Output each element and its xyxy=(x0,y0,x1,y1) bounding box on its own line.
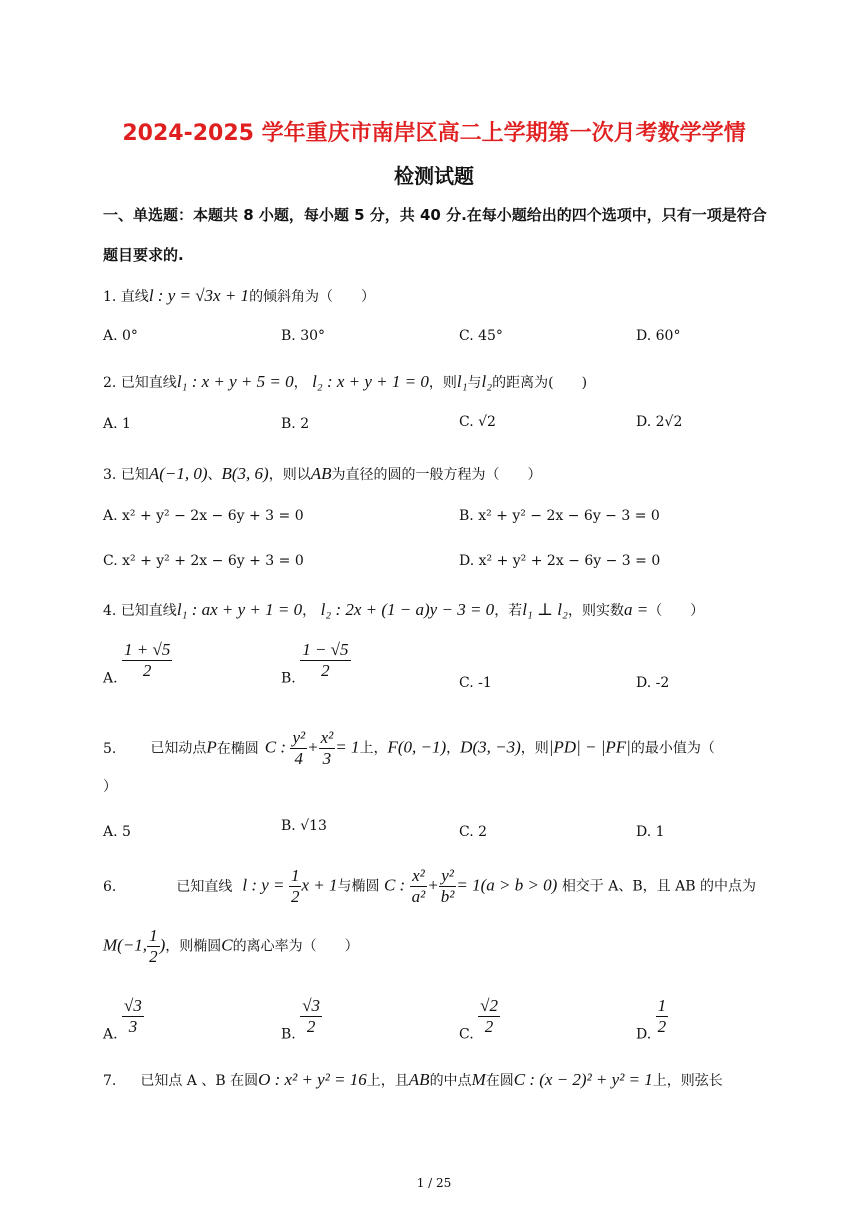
question-text: ，则实数 xyxy=(567,603,624,619)
numerator: x² xyxy=(410,866,428,887)
numerator: √3 xyxy=(124,996,142,1015)
option-d: D. -2 xyxy=(636,675,670,691)
formula: a = xyxy=(623,600,649,619)
option-a: A. x² + y² − 2x − 6y + 3 = 0 xyxy=(103,508,304,524)
question-text: ， xyxy=(446,740,461,757)
question-text: 与 xyxy=(467,375,482,391)
denominator: 2 xyxy=(657,1017,667,1036)
question-text: 在圆 xyxy=(485,1073,514,1089)
option-d xyxy=(636,996,668,1043)
formula: P xyxy=(206,737,217,757)
option-c xyxy=(459,996,500,1043)
formula: l₁ xyxy=(456,372,468,391)
question-text: 直线 xyxy=(120,289,149,305)
question-text: 已知直线 xyxy=(120,375,177,391)
question-text: 的最小值为（ xyxy=(630,740,715,757)
formula: D(3, −3) xyxy=(460,737,521,757)
question-text: ，则 xyxy=(520,740,549,757)
numerator: 1 xyxy=(290,866,300,885)
fraction xyxy=(300,996,322,1037)
question-text: 的倾斜角为（ ） xyxy=(249,289,376,305)
option-a xyxy=(103,996,144,1043)
formula: B(3, 6) xyxy=(221,464,269,483)
formula: l : y = xyxy=(242,875,285,895)
question-text: 已知 xyxy=(120,467,149,483)
question-text: 的距离为( ) xyxy=(492,375,588,391)
formula: AB xyxy=(310,464,332,483)
denominator: 2 xyxy=(321,661,330,680)
fraction xyxy=(289,866,302,907)
numerator: 1 xyxy=(149,926,158,945)
question-text: （ ） xyxy=(648,603,705,619)
question-6-cont xyxy=(103,926,359,967)
page-subtitle: 检测试题 xyxy=(394,164,474,188)
formula: l₁ ⊥ l₂ xyxy=(522,600,568,619)
question-text: ， xyxy=(302,603,317,619)
numerator: 1 − √5 xyxy=(302,640,349,659)
question-text: 已知点 A 、B 在圆 xyxy=(140,1073,259,1089)
option-d: D. 60° xyxy=(636,328,681,344)
question-text: 上，且 xyxy=(366,1073,409,1089)
denominator: 2 xyxy=(484,1017,494,1036)
formula: C : (x − 2)² + y² = 1 xyxy=(513,1070,653,1089)
formula: M xyxy=(471,1070,486,1089)
question-text: ，若 xyxy=(494,603,523,619)
numerator: 1 xyxy=(657,996,667,1015)
question-number: 2. xyxy=(103,375,117,391)
formula: x + 1 xyxy=(301,875,338,895)
question-text: 的离心率为（ ） xyxy=(232,938,359,955)
question-text: 已知动点 xyxy=(150,740,207,757)
page-title: 2024-2025 学年重庆市南岸区高二上学期第一次月考数学学情 xyxy=(122,121,746,146)
numerator: y² xyxy=(292,728,306,747)
option-c: C. -1 xyxy=(459,675,492,691)
option-a xyxy=(103,640,172,687)
numerator: 1 + √5 xyxy=(124,640,171,659)
fraction xyxy=(147,926,160,967)
denominator: 2 xyxy=(142,661,152,680)
question-text: 、 xyxy=(207,467,222,483)
denominator: 2 xyxy=(149,947,158,966)
question-5-cont: ） xyxy=(103,779,117,795)
question-number: 4. xyxy=(103,603,117,619)
formula: + xyxy=(307,737,319,757)
question-text: 与椭圆 xyxy=(337,878,380,895)
question-6 xyxy=(103,866,756,907)
option-b xyxy=(281,996,322,1043)
formula: A(−1, 0) xyxy=(148,464,208,483)
formula: l₁ : x + y + 5 = 0 xyxy=(176,372,294,391)
option-label: B. xyxy=(281,670,296,687)
option-label: A. xyxy=(103,670,118,687)
option-c: C. 45° xyxy=(459,328,503,344)
denominator: a² xyxy=(411,887,426,906)
question-text: 已知直线 xyxy=(176,878,233,895)
option-c: C. x² + y² + 2x − 6y + 3 = 0 xyxy=(103,553,304,569)
question-number: 7. xyxy=(103,1073,117,1089)
question-2 xyxy=(103,372,587,392)
denominator: 2 xyxy=(290,887,300,906)
formula: = 1 xyxy=(335,737,360,757)
formula: l : y = √3x + 1 xyxy=(148,286,250,305)
option-d: D. x² + y² + 2x − 6y − 3 = 0 xyxy=(459,553,661,569)
option-b: B. 30° xyxy=(281,328,326,344)
option-a: A. 1 xyxy=(103,416,131,432)
option-b xyxy=(281,640,351,687)
denominator: 4 xyxy=(294,749,304,768)
denominator: 2 xyxy=(306,1017,316,1036)
fraction xyxy=(319,728,336,769)
fraction xyxy=(122,640,172,681)
option-label: C. xyxy=(459,1026,474,1043)
formula: l₁ : ax + y + 1 = 0 xyxy=(176,600,303,619)
question-number: 5. xyxy=(103,740,117,757)
option-label: B. xyxy=(281,1026,296,1043)
formula: O : x² + y² = 16 xyxy=(258,1070,367,1089)
numerator: y² xyxy=(439,866,457,887)
option-a: A. 0° xyxy=(103,328,138,344)
question-text: 上，则弦长 xyxy=(652,1073,723,1089)
question-number: 3. xyxy=(103,467,117,483)
option-a: A. 5 xyxy=(103,824,131,840)
formula: M xyxy=(103,935,118,955)
question-4 xyxy=(103,600,704,620)
option-d: D. 2√2 xyxy=(636,414,683,430)
formula: (−1, xyxy=(117,935,148,955)
question-text: 上， xyxy=(359,740,388,757)
page-number: 1 / 25 xyxy=(416,1176,452,1190)
option-label: D. xyxy=(636,1026,652,1043)
question-text: ， xyxy=(293,375,308,391)
denominator: 3 xyxy=(128,1017,138,1036)
formula: + xyxy=(427,875,439,895)
formula: AB xyxy=(408,1070,430,1089)
section-heading: 一、单选题：本题共 8 小题，每小题 5 分，共 40 分.在每小题给出的四个选项中，只有一项是符合 xyxy=(103,206,767,224)
formula: |PD| − |PF| xyxy=(548,737,631,757)
formula: l₂ : 2x + (1 − a)y − 3 = 0 xyxy=(320,600,495,619)
section-heading-cont: 题目要求的. xyxy=(103,246,184,264)
option-c: C. √2 xyxy=(459,414,496,430)
option-b: B. 2 xyxy=(281,416,310,432)
numerator: x² xyxy=(320,728,334,747)
question-text: ，则 xyxy=(428,375,457,391)
question-5 xyxy=(103,728,715,769)
formula: C : xyxy=(264,737,286,757)
fraction xyxy=(122,996,144,1037)
question-1 xyxy=(103,286,375,306)
fraction xyxy=(290,728,307,769)
fraction xyxy=(410,866,428,907)
question-3 xyxy=(103,464,542,484)
question-7 xyxy=(103,1070,723,1090)
question-text: 已知直线 xyxy=(120,603,177,619)
option-d: D. 1 xyxy=(636,824,665,840)
numerator: √3 xyxy=(302,996,321,1015)
numerator: √2 xyxy=(480,996,498,1015)
formula: C : xyxy=(383,875,406,895)
question-text: 相交于 A、B，且 AB 的中点为 xyxy=(561,878,756,895)
question-text: 的中点 xyxy=(429,1073,472,1089)
fraction xyxy=(478,996,500,1037)
fraction xyxy=(439,866,457,907)
denominator: 3 xyxy=(322,749,332,768)
fraction xyxy=(300,640,350,681)
fraction xyxy=(656,996,669,1037)
formula: l₂ xyxy=(481,372,493,391)
formula: = 1(a > b > 0) xyxy=(456,875,558,895)
option-b: B. √13 xyxy=(281,818,327,834)
option-c: C. 2 xyxy=(459,824,488,840)
formula: C xyxy=(221,935,233,955)
question-text: ，则以 xyxy=(268,467,311,483)
question-text: 在椭圆 xyxy=(216,740,259,757)
option-label: A. xyxy=(103,1026,118,1043)
option-b: B. x² + y² − 2x − 6y − 3 = 0 xyxy=(459,508,660,524)
question-text: 为直径的圆的一般方程为（ ） xyxy=(331,467,542,483)
question-text: ，则椭圆 xyxy=(165,938,222,955)
formula: F(0, −1) xyxy=(387,737,447,757)
formula: ) xyxy=(159,935,166,955)
denominator: b² xyxy=(440,887,455,906)
question-number: 1. xyxy=(103,289,117,305)
question-number: 6. xyxy=(103,878,117,895)
formula: l₂ : x + y + 1 = 0 xyxy=(312,372,429,391)
